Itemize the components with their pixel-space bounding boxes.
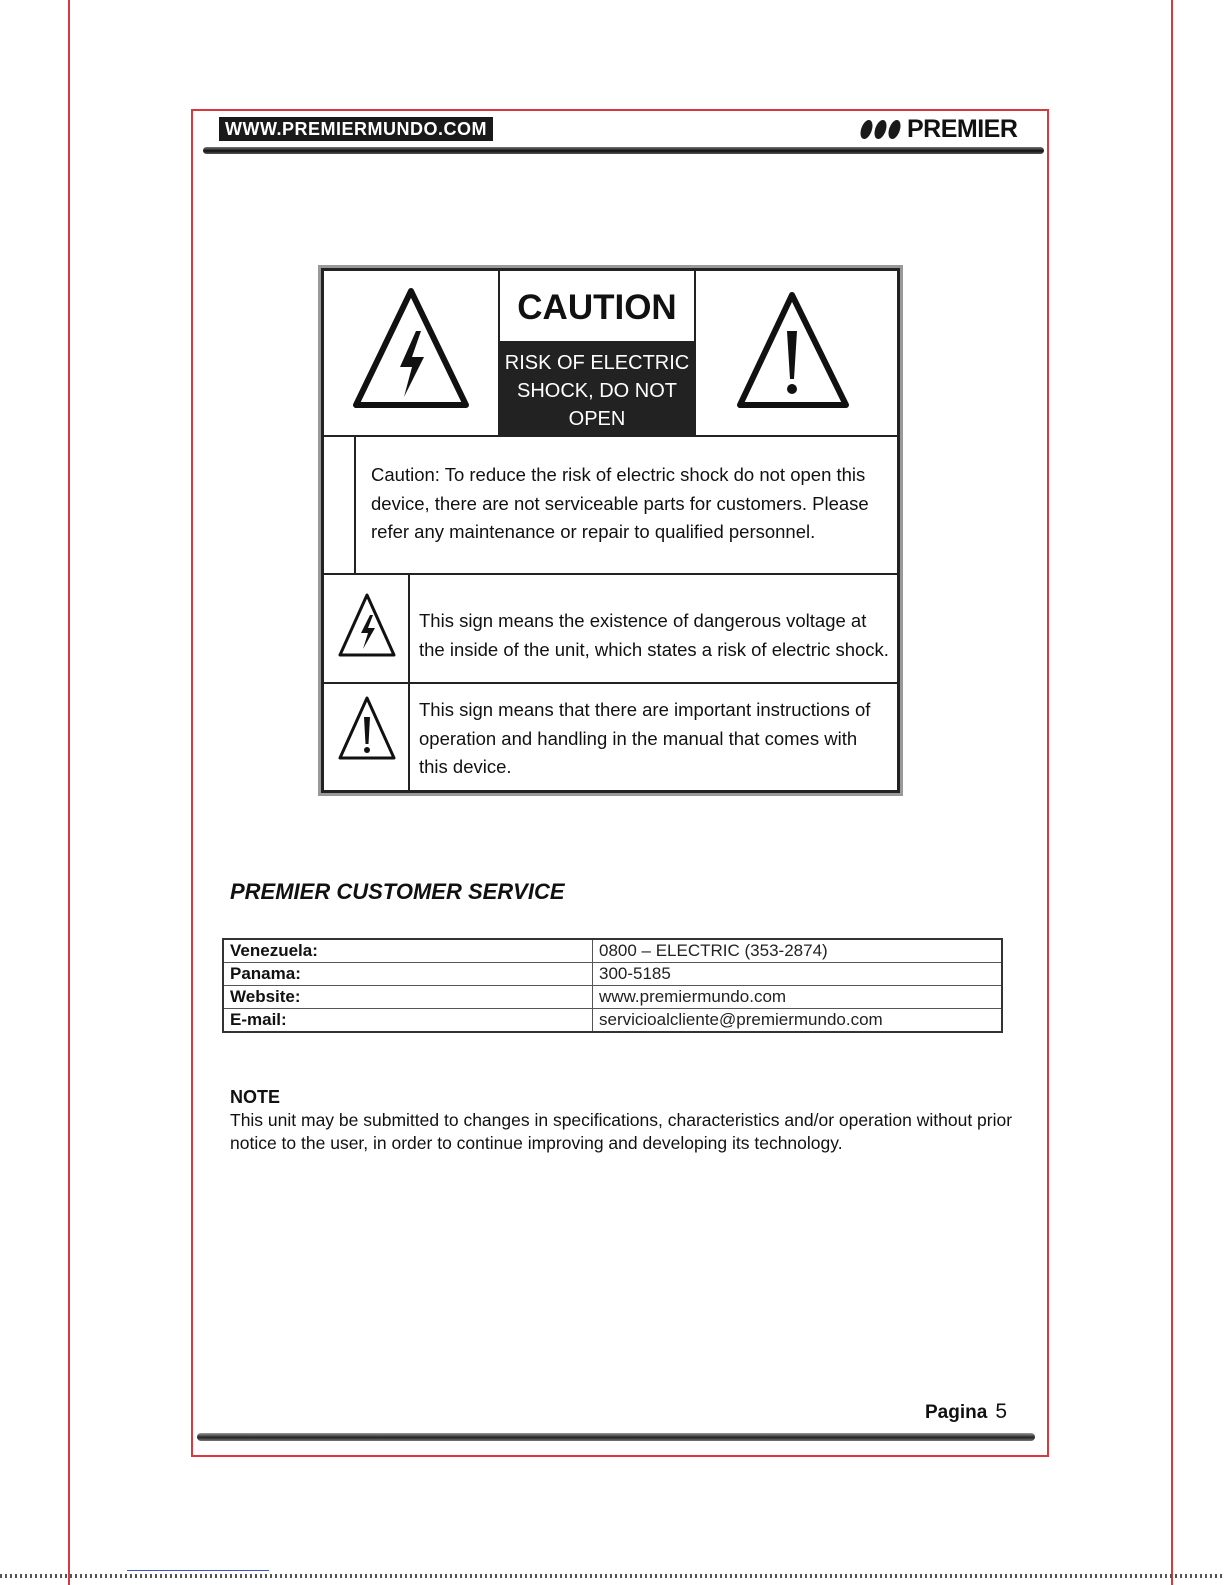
caution-right-cell [696, 271, 897, 435]
page-number-value: 5 [995, 1400, 1007, 1423]
note-title: NOTE [230, 1087, 281, 1107]
email-link[interactable]: servicioalcliente@premiermundo.com [593, 1009, 1003, 1033]
note-text: This unit may be submitted to changes in specifications, characteristics and/or operation without prior notice to the user, in order to continue improving and developing its technology. [230, 1110, 1013, 1153]
lightning-warning-icon [324, 271, 498, 435]
caution-subtitle: RISK OF ELECTRIC SHOCK, DO NOT OPEN [500, 343, 694, 435]
caution-paragraph-row [324, 437, 897, 575]
table-label: E-mail: [223, 1009, 593, 1033]
outer-border-right [1171, 0, 1173, 1585]
divider [354, 437, 356, 573]
caution-header-row [324, 271, 897, 437]
table-row [223, 1009, 1002, 1033]
sign-description: This sign means that there are important instructions of operation and handling in the manual that comes with this device. [419, 699, 871, 777]
table-row [223, 939, 1002, 963]
table-row [223, 963, 1002, 986]
exclamation-warning-icon [696, 271, 897, 435]
exclamation-warning-icon [324, 684, 408, 790]
table-value: 0800 – ELECTRIC (353-2874) [593, 939, 1003, 963]
header-rule [203, 147, 1044, 154]
logo-dot-icon [859, 120, 875, 139]
sign-icon-cell [324, 684, 410, 790]
website-link[interactable]: www.premiermundo.com [593, 986, 1003, 1009]
sign-row-voltage [324, 575, 897, 684]
caution-panel [321, 268, 900, 793]
bottom-dotted-rule [0, 1574, 1225, 1578]
sign-description: This sign means the existence of dangerous voltage at the inside of the unit, which states a risk of electric shock. [419, 610, 889, 660]
logo-wordmark: PREMIER [907, 114, 1018, 143]
sign-row-instructions [324, 684, 897, 790]
website-badge: WWW.PREMIERMUNDO.COM [219, 117, 493, 141]
table-row [223, 986, 1002, 1009]
caution-left-cell [324, 271, 500, 435]
logo-dot-icon [887, 120, 903, 139]
caution-title: CAUTION [500, 271, 694, 343]
premier-logo [861, 115, 1017, 143]
table-label: Panama: [223, 963, 593, 986]
footer-rule [197, 1433, 1035, 1441]
caution-label-cell [500, 271, 696, 435]
sign-icon-cell [324, 575, 410, 682]
logo-dot-icon [873, 120, 889, 139]
customer-service-title: PREMIER CUSTOMER SERVICE [230, 879, 565, 904]
page-number [925, 1400, 1007, 1424]
caution-paragraph: Caution: To reduce the risk of electric shock do not open this device, there are not serviceable parts for customers. Please refer any maintenance or repair to qualified personnel. [371, 464, 869, 542]
page-label: Pagina [925, 1402, 988, 1423]
table-value: 300-5185 [593, 963, 1003, 986]
customer-service-table [222, 938, 1003, 1033]
link-underline [127, 1570, 269, 1571]
table-label: Website: [223, 986, 593, 1009]
lightning-warning-icon [324, 575, 408, 682]
table-label: Venezuela: [223, 939, 593, 963]
outer-border-left [68, 0, 70, 1585]
